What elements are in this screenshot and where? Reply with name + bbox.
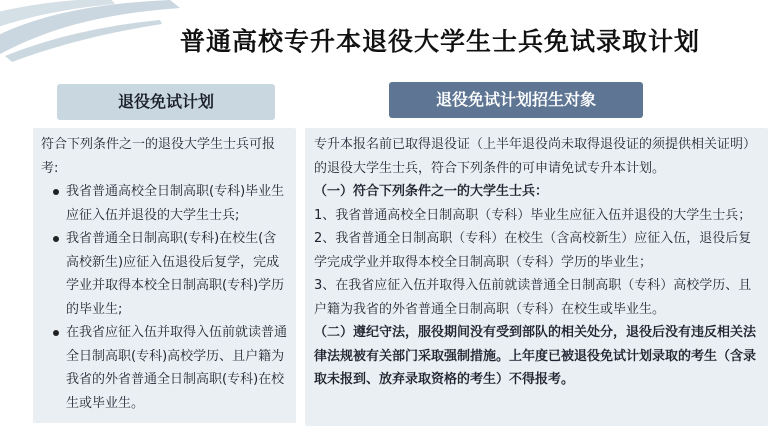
left-panel (33, 128, 296, 423)
decorative-brush-stroke (0, 0, 190, 64)
tab-retired-exemption-plan: 退役免试计划 (57, 84, 275, 120)
right-panel (305, 128, 768, 426)
list-item: 2、我省普通全日制高职（专科）在校生（含高校新生）应征入伍，退役后复学完成学业并取得本校全日制高职（专科）学历的毕业生； (314, 231, 752, 270)
left-intro: 符合下列条件之一的退役大学生士兵可报考: (41, 137, 276, 176)
list-item: 3、在我省应征入伍并取得入伍前就读普通全日制高职（专科）高校学历、且户籍为我省的外省普通全日制高职（专科）在校生或毕业生。 (314, 278, 752, 317)
left-bullet-list (41, 180, 289, 415)
right-intro: 专升本报名前已取得退役证（上半年退役尚未取得退役证的须提供相关证明）的退役大学生士兵，符合下列条件的可申请免试专升本计划。 (314, 137, 757, 176)
list-item: 我省普通全日制高职(专科)在校生(含高校新生)应征入伍退役后复学，完成学业并取得本校全日制高职(专科)学历的毕业生; (41, 227, 289, 321)
page-title: 普通高校专升本退役大学生士兵免试录取计划 (180, 27, 701, 56)
section2-text: （二）遵纪守法，服役期间没有受到部队的相关处分，退役后没有违反相关法律法规被有关部门采取强制措施。上年度已被退役免试计划录取的考生（含录取未报到、放弃录取资格的考生）不得报考。 (314, 325, 757, 387)
list-item: 1、我省普通高校全日制高职（专科）毕业生应征入伍并退役的大学生士兵； (314, 207, 752, 223)
list-item: 我省普通高校全日制高职(专科)毕业生应征入伍并退役的大学生士兵; (41, 180, 289, 227)
list-item: 在我省应征入伍并取得入伍前就读普通全日制高职(专科)高校学历、且户籍为我省的外省普通全日制高职(专科)在校生或毕业生。 (41, 321, 289, 415)
section1-heading: （一）符合下列条件之一的大学生士兵： (314, 184, 549, 199)
tab-enrollment-targets: 退役免试计划招生对象 (389, 82, 643, 118)
